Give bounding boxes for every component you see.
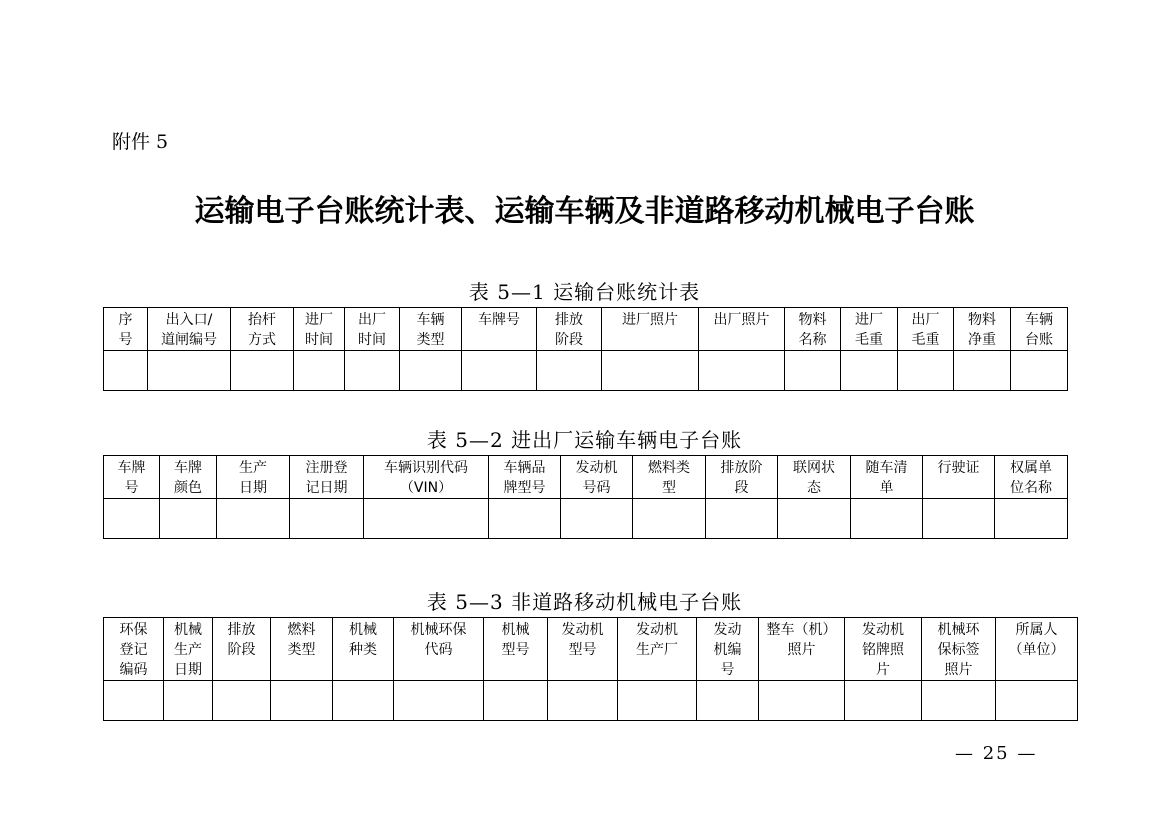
table-cell	[231, 351, 294, 391]
column-header	[633, 456, 706, 499]
column-header-line: 段	[734, 480, 749, 496]
column-header-line: 出厂	[358, 312, 386, 328]
table-cell	[104, 681, 164, 721]
column-header-line: 号	[124, 480, 139, 496]
column-header-line: 车牌号	[478, 312, 520, 328]
column-header-line: 方式	[248, 332, 276, 348]
column-header-line: 号	[118, 332, 133, 348]
page-number: — 25 —	[955, 743, 1038, 764]
column-header	[841, 308, 898, 351]
table-cell	[345, 351, 400, 391]
column-header-line: 净重	[968, 332, 996, 348]
column-header	[845, 618, 922, 681]
table-cell	[104, 351, 148, 391]
table-cell	[845, 681, 922, 721]
table-cell	[462, 351, 537, 391]
column-header-line: 排放	[227, 622, 256, 638]
column-header-line: 编码	[119, 662, 148, 678]
table-cell	[618, 681, 697, 721]
column-header-line: 联网状	[793, 460, 835, 476]
column-header-line: 车辆	[1025, 312, 1053, 328]
column-header-line: 发动机	[636, 622, 678, 638]
column-header-line: 出入口/	[165, 312, 213, 328]
table-row	[104, 351, 1068, 391]
column-header-line: 道闸编号	[161, 332, 217, 348]
column-header	[785, 308, 841, 351]
column-header	[537, 308, 602, 351]
column-header	[898, 308, 954, 351]
table-cell	[778, 499, 851, 539]
column-header-line: 抬杆	[248, 312, 276, 328]
column-header-line: 机械	[174, 622, 202, 638]
column-header	[213, 618, 271, 681]
column-header	[231, 308, 294, 351]
table-row	[104, 499, 1068, 539]
column-header-line: 行驶证	[937, 460, 980, 476]
column-header-line: 环保	[119, 622, 148, 638]
column-header	[851, 456, 923, 499]
column-header	[561, 456, 633, 499]
attachment-label: 附件 5	[112, 131, 169, 153]
table-cell	[602, 351, 699, 391]
table-cell	[394, 681, 484, 721]
column-header-line: 颜色	[174, 480, 202, 496]
table-cell	[841, 351, 898, 391]
column-header	[548, 618, 618, 681]
column-header	[290, 456, 364, 499]
column-header-line: 序	[118, 312, 133, 328]
column-header-line: 发动机	[862, 622, 904, 638]
table-cell	[271, 681, 333, 721]
table-cell	[923, 499, 995, 539]
table-header-row	[104, 456, 1068, 499]
column-header	[104, 618, 164, 681]
column-header-line: 发动	[713, 622, 742, 638]
table-cell	[217, 499, 290, 539]
column-header-line: 排放阶	[720, 460, 763, 476]
table-cell	[697, 681, 759, 721]
column-header	[759, 618, 845, 681]
column-header-line: 种类	[349, 642, 377, 658]
column-header-line: 进厂	[305, 312, 333, 328]
nonroad-machinery-ledger-table	[103, 617, 1078, 721]
column-header-line: 机械	[349, 622, 377, 638]
column-header-line: 片	[876, 662, 890, 678]
column-header-line: 类型	[416, 332, 445, 348]
column-header-line: 毛重	[911, 332, 940, 348]
column-header-line: 照片	[787, 642, 816, 658]
column-header-line: （单位）	[1008, 642, 1065, 658]
column-header-line: 车辆	[416, 312, 445, 328]
column-header	[271, 618, 333, 681]
column-header-line: 燃料类	[648, 460, 690, 476]
column-header-line: （VIN）	[399, 480, 453, 496]
column-header	[400, 308, 462, 351]
column-header-line: 台账	[1025, 332, 1053, 348]
table-row	[104, 681, 1078, 721]
column-header-line: 机械环	[937, 622, 980, 638]
table-cell	[400, 351, 462, 391]
column-header-line: 注册登	[305, 460, 348, 476]
transport-statistics-table	[103, 307, 1068, 391]
table-cell	[484, 681, 548, 721]
table-cell	[148, 351, 231, 391]
table-cell	[699, 351, 785, 391]
table-cell	[160, 499, 217, 539]
table-cell	[290, 499, 364, 539]
column-header-line: 记日期	[305, 480, 348, 496]
column-header	[706, 456, 778, 499]
column-header	[104, 308, 148, 351]
table-cell	[785, 351, 841, 391]
table-cell	[104, 499, 160, 539]
column-header	[148, 308, 231, 351]
column-header-line: 保标签	[937, 642, 980, 658]
column-header-line: 进厂	[855, 312, 883, 328]
column-header-line: 号	[720, 662, 735, 678]
column-header-line: 阶段	[227, 642, 256, 658]
column-header-line: 物料	[968, 312, 996, 328]
table-cell	[213, 681, 271, 721]
column-header	[1011, 308, 1068, 351]
column-header	[164, 618, 213, 681]
column-header	[333, 618, 394, 681]
table-header-row	[104, 618, 1078, 681]
table-cell	[759, 681, 845, 721]
table-cell	[489, 499, 561, 539]
column-header-line: 代码	[424, 642, 453, 658]
column-header-line: 物料	[798, 312, 827, 328]
column-header-line: 生产	[239, 460, 267, 476]
column-header	[394, 618, 484, 681]
column-header-line: 名称	[798, 332, 827, 348]
column-header-line: 发动机	[575, 460, 618, 476]
column-header	[364, 456, 489, 499]
table-cell	[996, 681, 1078, 721]
table2-caption: 表 5—2 进出厂运输车辆电子台账	[426, 428, 743, 452]
column-header	[922, 618, 996, 681]
column-header-line: 机编	[713, 642, 742, 658]
table-cell	[954, 351, 1011, 391]
column-header-line: 车辆品	[503, 460, 546, 476]
column-header	[345, 308, 400, 351]
column-header-line: 日期	[239, 480, 267, 496]
column-header-line: 出厂	[911, 312, 940, 328]
column-header	[995, 456, 1068, 499]
column-header-line: 型号	[501, 642, 530, 658]
table3-caption: 表 5—3 非道路移动机械电子台账	[426, 590, 743, 614]
column-header-line: 随车清	[865, 460, 908, 476]
column-header-line: 燃料	[287, 622, 316, 638]
column-header	[294, 308, 345, 351]
column-header-line: 进厂照片	[622, 312, 678, 328]
column-header-line: 所属人	[1015, 622, 1058, 638]
table-cell	[922, 681, 996, 721]
column-header	[618, 618, 697, 681]
column-header	[697, 618, 759, 681]
column-header-line: 号码	[582, 480, 611, 496]
column-header	[778, 456, 851, 499]
column-header-line: 机械	[501, 622, 530, 638]
column-header-line: 毛重	[855, 332, 883, 348]
table-cell	[898, 351, 954, 391]
column-header-line: 位名称	[1010, 480, 1052, 496]
column-header-line: 铭牌照	[862, 642, 904, 658]
column-header-line: 车辆识别代码	[384, 460, 468, 476]
table-cell	[548, 681, 618, 721]
column-header-line: 阶段	[555, 332, 583, 348]
column-header	[104, 456, 160, 499]
column-header-line: 登记	[119, 642, 148, 658]
table-cell	[294, 351, 345, 391]
column-header-line: 牌型号	[503, 480, 546, 496]
column-header-line: 照片	[944, 662, 973, 678]
column-header	[462, 308, 537, 351]
column-header-line: 出厂照片	[713, 312, 770, 328]
column-header-line: 日期	[174, 662, 202, 678]
column-header-line: 类型	[287, 642, 316, 658]
column-header	[602, 308, 699, 351]
table-cell	[851, 499, 923, 539]
table-cell	[995, 499, 1068, 539]
column-header	[160, 456, 217, 499]
table-cell	[537, 351, 602, 391]
column-header	[996, 618, 1078, 681]
column-header-line: 排放	[555, 312, 583, 328]
column-header	[484, 618, 548, 681]
column-header	[699, 308, 785, 351]
column-header-line: 时间	[358, 332, 386, 348]
column-header-line: 型号	[568, 642, 597, 658]
table-cell	[706, 499, 778, 539]
column-header-line: 型	[662, 480, 676, 496]
table1-caption: 表 5—1 运输台账统计表	[468, 280, 701, 304]
table-cell	[333, 681, 394, 721]
column-header	[954, 308, 1011, 351]
table-header-row	[104, 308, 1068, 351]
table-cell	[633, 499, 706, 539]
table-cell	[1011, 351, 1068, 391]
column-header-line: 生产	[174, 642, 202, 658]
column-header	[217, 456, 290, 499]
table-cell	[364, 499, 489, 539]
column-header-line: 机械环保	[410, 622, 467, 638]
column-header-line: 单	[879, 480, 894, 496]
column-header-line: 时间	[305, 332, 333, 348]
vehicle-ledger-table	[103, 455, 1068, 539]
column-header-line: 整车（机）	[766, 622, 837, 638]
column-header-line: 权属单	[1010, 460, 1052, 476]
column-header-line: 生产厂	[636, 642, 678, 658]
column-header-line: 态	[807, 480, 821, 496]
column-header-line: 车牌	[174, 460, 202, 476]
table-cell	[561, 499, 633, 539]
column-header-line: 发动机	[561, 622, 604, 638]
column-header-line: 车牌	[117, 460, 146, 476]
column-header	[489, 456, 561, 499]
column-header	[923, 456, 995, 499]
table-cell	[164, 681, 213, 721]
page-title: 运输电子台账统计表、运输车辆及非道路移动机械电子台账	[194, 194, 975, 229]
